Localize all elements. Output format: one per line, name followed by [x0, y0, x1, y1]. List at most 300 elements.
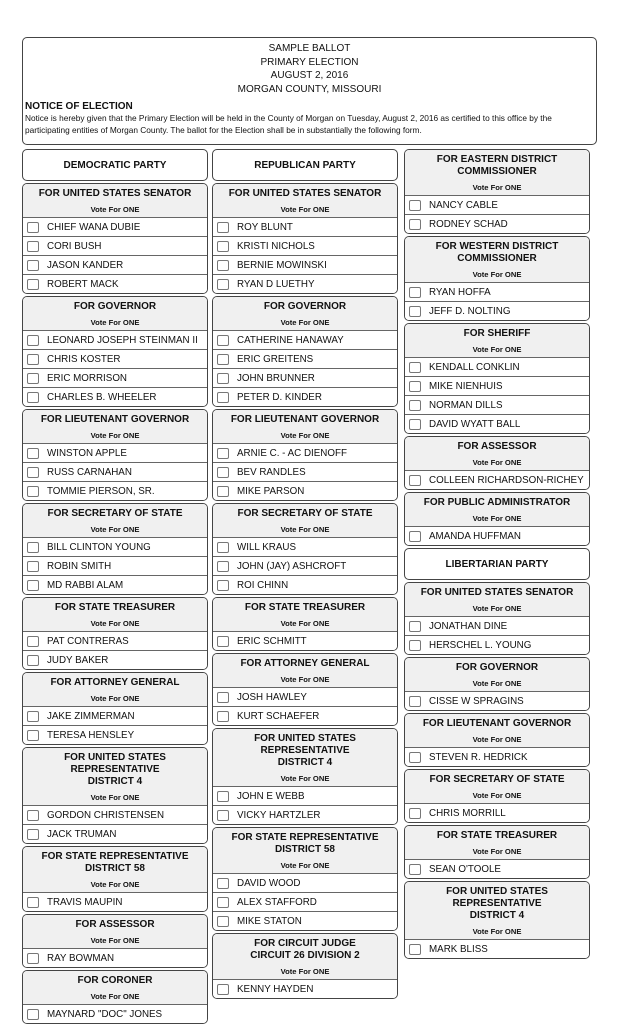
vote-checkbox[interactable]: [217, 260, 229, 271]
race-title: FOR UNITED STATES SENATOR: [420, 587, 574, 598]
candidate-name: NORMAN DILLS: [429, 399, 503, 411]
race-title-line: REPRESENTATIVE: [260, 745, 350, 756]
candidate-row[interactable]: [405, 301, 589, 320]
vote-checkbox[interactable]: [217, 467, 229, 478]
race-for-state-treasurer: [212, 597, 398, 651]
race-header: [405, 150, 589, 195]
race-header: [23, 847, 207, 892]
vote-for-instruction: Vote For ONE: [280, 431, 330, 440]
candidate-row[interactable]: [405, 376, 589, 395]
candidate-row[interactable]: [405, 803, 589, 822]
race-for-united-states-representative-district-4: [22, 747, 208, 844]
race-title: FOR GOVERNOR: [73, 301, 157, 312]
election-type: PRIMARY ELECTION: [260, 56, 359, 68]
candidate-row[interactable]: [23, 631, 207, 650]
vote-checkbox[interactable]: [409, 531, 421, 542]
candidate-name: TERESA HENSLEY: [47, 729, 135, 741]
vote-checkbox[interactable]: [409, 400, 421, 411]
vote-checkbox[interactable]: [27, 655, 39, 666]
race-title: FOR SECRETARY OF STATE: [237, 508, 373, 519]
vote-for-instruction: Vote For ONE: [472, 735, 522, 744]
race-header: [405, 658, 589, 691]
candidate-row[interactable]: [213, 786, 397, 805]
race-header: [213, 184, 397, 217]
race-title: FOR LIEUTENANT GOVERNOR: [230, 414, 380, 425]
candidate-name: MARK BLISS: [429, 943, 488, 955]
candidate-row[interactable]: [23, 330, 207, 349]
candidate-name: ARNIE C. - AC DIENOFF: [237, 447, 347, 459]
vote-checkbox[interactable]: [409, 362, 421, 373]
candidate-name: BILL CLINTON YOUNG: [47, 541, 151, 553]
race-title: FOR SECRETARY OF STATE: [47, 508, 183, 519]
race-for-assessor: [22, 914, 208, 968]
candidate-name: JOHN (JAY) ASHCROFT: [237, 560, 347, 572]
candidate-name: TRAVIS MAUPIN: [47, 896, 123, 908]
race-for-secretary-of-state: [22, 503, 208, 595]
race-for-lieutenant-governor: [212, 409, 398, 501]
vote-checkbox[interactable]: [217, 692, 229, 703]
candidate-name: ROBERT MACK: [47, 278, 119, 290]
candidate-row[interactable]: [23, 948, 207, 967]
candidate-row[interactable]: [213, 706, 397, 725]
race-title: FOR UNITED STATES SENATOR: [38, 188, 192, 199]
candidate-name: MIKE STATON: [237, 915, 302, 927]
race-for-coroner: [22, 970, 208, 1024]
candidate-row[interactable]: [213, 979, 397, 998]
vote-for-instruction: Vote For ONE: [472, 604, 522, 613]
candidate-row[interactable]: [213, 443, 397, 462]
vote-checkbox[interactable]: [217, 916, 229, 927]
vote-checkbox[interactable]: [217, 241, 229, 252]
candidate-name: SEAN O'TOOLE: [429, 863, 501, 875]
vote-checkbox[interactable]: [217, 279, 229, 290]
race-title-line: CIRCUIT 26 DIVISION 2: [250, 950, 360, 961]
vote-checkbox[interactable]: [27, 953, 39, 964]
vote-for-instruction: Vote For ONE: [280, 619, 330, 628]
candidate-row[interactable]: [23, 255, 207, 274]
vote-checkbox[interactable]: [27, 335, 39, 346]
candidate-row[interactable]: [23, 556, 207, 575]
candidate-row[interactable]: [213, 631, 397, 650]
race-title: [409, 886, 585, 922]
candidate-name: PETER D. KINDER: [237, 391, 322, 403]
vote-checkbox[interactable]: [217, 636, 229, 647]
candidate-name: PAT CONTRERAS: [47, 635, 129, 647]
county-name: MORGAN COUNTY, MISSOURI: [237, 83, 382, 95]
race-title: [409, 241, 585, 265]
race-for-governor: [404, 657, 590, 711]
candidate-name: JEFF D. NOLTING: [429, 305, 511, 317]
race-title-line: DISTRICT 4: [87, 776, 143, 787]
candidate-name: DAVID WOOD: [237, 877, 301, 889]
candidate-row[interactable]: [405, 195, 589, 214]
candidate-row[interactable]: [213, 481, 397, 500]
vote-for-instruction: Vote For ONE: [90, 619, 140, 628]
candidate-row[interactable]: [405, 526, 589, 545]
vote-checkbox[interactable]: [27, 448, 39, 459]
race-for-secretary-of-state: [212, 503, 398, 595]
candidate-name: CISSE W SPRAGINS: [429, 695, 524, 707]
race-header: [23, 971, 207, 1004]
race-title: FOR ATTORNEY GENERAL: [240, 658, 370, 669]
candidate-name: WINSTON APPLE: [47, 447, 127, 459]
candidate-name: KRISTI NICHOLS: [237, 240, 315, 252]
candidate-row[interactable]: [213, 556, 397, 575]
vote-for-instruction: Vote For ONE: [90, 992, 140, 1001]
race-header: [405, 882, 589, 939]
vote-checkbox[interactable]: [409, 752, 421, 763]
race-title: FOR GOVERNOR: [455, 662, 539, 673]
candidate-row[interactable]: [405, 282, 589, 301]
race-for-public-administrator: [404, 492, 590, 546]
race-title: FOR STATE TREASURER: [244, 602, 366, 613]
candidate-name: RAY BOWMAN: [47, 952, 115, 964]
notice-title: NOTICE OF ELECTION: [25, 101, 133, 112]
candidate-name: CATHERINE HANAWAY: [237, 334, 344, 346]
race-header: [23, 598, 207, 631]
race-for-sheriff: [404, 323, 590, 434]
candidate-name: JOHN BRUNNER: [237, 372, 315, 384]
candidate-row[interactable]: [213, 387, 397, 406]
vote-checkbox[interactable]: [409, 808, 421, 819]
race-title: FOR STATE TREASURER: [436, 830, 558, 841]
race-for-governor: [22, 296, 208, 407]
candidate-name: BERNIE MOWINSKI: [237, 259, 327, 271]
candidate-row[interactable]: [23, 650, 207, 669]
vote-for-instruction: Vote For ONE: [280, 861, 330, 870]
candidate-name: MIKE PARSON: [237, 485, 305, 497]
vote-checkbox[interactable]: [217, 897, 229, 908]
candidate-row[interactable]: [213, 537, 397, 556]
candidate-row[interactable]: [23, 537, 207, 556]
race-header: [23, 297, 207, 330]
candidate-name: LEONARD JOSEPH STEINMAN II: [47, 334, 198, 346]
candidate-row[interactable]: [405, 747, 589, 766]
candidate-row[interactable]: [23, 725, 207, 744]
candidate-name: MIKE NIENHUIS: [429, 380, 503, 392]
vote-checkbox[interactable]: [27, 222, 39, 233]
candidate-row[interactable]: [213, 255, 397, 274]
race-for-lieutenant-governor: [404, 713, 590, 767]
candidate-row[interactable]: [213, 873, 397, 892]
candidate-row[interactable]: [213, 687, 397, 706]
race-for-western-district-commissioner: [404, 236, 590, 321]
vote-checkbox[interactable]: [217, 878, 229, 889]
candidate-row[interactable]: [23, 274, 207, 293]
race-for-state-treasurer: [404, 825, 590, 879]
vote-checkbox[interactable]: [27, 354, 39, 365]
candidate-row[interactable]: [23, 575, 207, 594]
candidate-name: RUSS CARNAHAN: [47, 466, 132, 478]
candidate-name: CHRIS MORRILL: [429, 807, 506, 819]
candidate-name: ROI CHINN: [237, 579, 289, 591]
vote-checkbox[interactable]: [27, 829, 39, 840]
race-title-line: DISTRICT 4: [277, 757, 333, 768]
candidate-row[interactable]: [405, 414, 589, 433]
candidate-row[interactable]: [23, 892, 207, 911]
candidate-row[interactable]: [213, 892, 397, 911]
candidate-name: JAKE ZIMMERMAN: [47, 710, 135, 722]
vote-checkbox[interactable]: [217, 335, 229, 346]
vote-checkbox[interactable]: [27, 810, 39, 821]
vote-checkbox[interactable]: [217, 222, 229, 233]
race-for-attorney-general: [22, 672, 208, 745]
vote-for-instruction: Vote For ONE: [280, 967, 330, 976]
race-title: FOR ASSESSOR: [75, 919, 155, 930]
candidate-name: ROY BLUNT: [237, 221, 293, 233]
race-title-line: REPRESENTATIVE: [452, 898, 542, 909]
candidate-row[interactable]: [213, 805, 397, 824]
candidate-row[interactable]: [213, 911, 397, 930]
vote-checkbox[interactable]: [217, 561, 229, 572]
race-header: [213, 934, 397, 979]
vote-checkbox[interactable]: [217, 354, 229, 365]
race-header: [405, 237, 589, 282]
vote-for-instruction: Vote For ONE: [280, 318, 330, 327]
race-title-line: FOR WESTERN DISTRICT: [435, 241, 559, 252]
vote-checkbox[interactable]: [27, 1009, 39, 1020]
vote-checkbox[interactable]: [217, 580, 229, 591]
candidate-row[interactable]: [23, 387, 207, 406]
candidate-name: JOHN E WEBB: [237, 790, 305, 802]
vote-checkbox[interactable]: [409, 696, 421, 707]
vote-for-instruction: Vote For ONE: [90, 793, 140, 802]
candidate-row[interactable]: [213, 217, 397, 236]
race-title-line: FOR UNITED STATES: [254, 733, 356, 744]
candidate-row[interactable]: [405, 395, 589, 414]
candidate-name: JACK TRUMAN: [47, 828, 117, 840]
race-title: FOR LIEUTENANT GOVERNOR: [40, 414, 190, 425]
race-title-line: FOR EASTERN DISTRICT: [436, 154, 558, 165]
candidate-row[interactable]: [213, 330, 397, 349]
vote-for-instruction: Vote For ONE: [472, 847, 522, 856]
candidate-row[interactable]: [213, 462, 397, 481]
race-for-eastern-district-commissioner: [404, 149, 590, 234]
race-title-line: FOR STATE REPRESENTATIVE: [231, 832, 379, 843]
vote-checkbox[interactable]: [27, 730, 39, 741]
race-title: [27, 752, 203, 788]
candidate-row[interactable]: [405, 859, 589, 878]
vote-checkbox[interactable]: [409, 419, 421, 430]
candidate-name: CHIEF WANA DUBIE: [47, 221, 141, 233]
vote-for-instruction: Vote For ONE: [472, 514, 522, 523]
candidate-name: GORDON CHRISTENSEN: [47, 809, 165, 821]
candidate-name: COLLEEN RICHARDSON-RICHEY: [429, 474, 584, 486]
race-title: [409, 154, 585, 178]
vote-checkbox[interactable]: [217, 486, 229, 497]
vote-for-instruction: Vote For ONE: [280, 774, 330, 783]
vote-checkbox[interactable]: [217, 810, 229, 821]
race-for-state-representative-district-58: [22, 846, 208, 912]
race-header: [405, 437, 589, 470]
race-for-circuit-judge-circuit-26-division-2: [212, 933, 398, 999]
vote-for-instruction: Vote For ONE: [90, 525, 140, 534]
race-title-line: FOR CIRCUIT JUDGE: [254, 938, 356, 949]
vote-checkbox[interactable]: [27, 486, 39, 497]
vote-checkbox[interactable]: [27, 711, 39, 722]
race-header: [405, 770, 589, 803]
race-title-line: FOR UNITED STATES: [64, 752, 166, 763]
candidate-name: VICKY HARTZLER: [237, 809, 321, 821]
candidate-row[interactable]: [405, 939, 589, 958]
candidate-row[interactable]: [213, 575, 397, 594]
race-header: [213, 598, 397, 631]
vote-checkbox[interactable]: [409, 200, 421, 211]
vote-checkbox[interactable]: [27, 373, 39, 384]
vote-for-instruction: Vote For ONE: [280, 525, 330, 534]
vote-checkbox[interactable]: [217, 711, 229, 722]
vote-checkbox[interactable]: [409, 864, 421, 875]
race-header: [23, 915, 207, 948]
vote-for-instruction: Vote For ONE: [472, 345, 522, 354]
candidate-row[interactable]: [23, 443, 207, 462]
vote-for-instruction: Vote For ONE: [90, 936, 140, 945]
race-header: [23, 748, 207, 805]
vote-for-instruction: Vote For ONE: [472, 927, 522, 936]
candidate-row[interactable]: [23, 349, 207, 368]
vote-checkbox[interactable]: [27, 467, 39, 478]
candidate-row[interactable]: [213, 349, 397, 368]
vote-for-instruction: Vote For ONE: [90, 318, 140, 327]
vote-checkbox[interactable]: [27, 260, 39, 271]
candidate-row[interactable]: [405, 616, 589, 635]
vote-checkbox[interactable]: [409, 219, 421, 230]
vote-checkbox[interactable]: [27, 542, 39, 553]
candidate-row[interactable]: [23, 462, 207, 481]
candidate-name: JUDY BAKER: [47, 654, 109, 666]
candidate-name: RODNEY SCHAD: [429, 218, 508, 230]
race-title: FOR SECRETARY OF STATE: [429, 774, 565, 785]
race-title-line: FOR UNITED STATES: [446, 886, 548, 897]
vote-checkbox[interactable]: [217, 373, 229, 384]
race-for-assessor: [404, 436, 590, 490]
race-title: FOR UNITED STATES SENATOR: [228, 188, 382, 199]
ballot-titles: [23, 42, 596, 96]
vote-checkbox[interactable]: [409, 475, 421, 486]
race-for-attorney-general: [212, 653, 398, 726]
candidate-row[interactable]: [213, 274, 397, 293]
candidate-name: WILL KRAUS: [237, 541, 296, 553]
vote-for-instruction: Vote For ONE: [90, 694, 140, 703]
vote-checkbox[interactable]: [409, 944, 421, 955]
race-for-state-representative-district-58: [212, 827, 398, 931]
candidate-row[interactable]: [405, 214, 589, 233]
race-header: [213, 297, 397, 330]
democratic-column: [22, 149, 208, 1026]
candidate-row[interactable]: [213, 368, 397, 387]
race-title: FOR SHERIFF: [463, 328, 531, 339]
candidate-row[interactable]: [23, 217, 207, 236]
race-header: [405, 583, 589, 616]
vote-for-instruction: Vote For ONE: [280, 675, 330, 684]
vote-checkbox[interactable]: [217, 791, 229, 802]
race-title-line: COMMISSIONER: [457, 253, 537, 264]
candidate-name: STEVEN R. HEDRICK: [429, 751, 528, 763]
candidate-name: CHARLES B. WHEELER: [47, 391, 157, 403]
vote-checkbox[interactable]: [217, 392, 229, 403]
race-for-state-treasurer: [22, 597, 208, 670]
vote-checkbox[interactable]: [409, 621, 421, 632]
candidate-name: RYAN D LUETHY: [237, 278, 315, 290]
candidate-name: KENNY HAYDEN: [237, 983, 314, 995]
race-header: [213, 410, 397, 443]
candidate-name: RYAN HOFFA: [429, 286, 491, 298]
candidate-name: NANCY CABLE: [429, 199, 498, 211]
vote-checkbox[interactable]: [27, 561, 39, 572]
race-title: FOR ASSESSOR: [457, 441, 537, 452]
candidate-row[interactable]: [23, 805, 207, 824]
vote-checkbox[interactable]: [27, 279, 39, 290]
vote-checkbox[interactable]: [217, 984, 229, 995]
vote-checkbox[interactable]: [409, 287, 421, 298]
vote-checkbox[interactable]: [409, 381, 421, 392]
candidate-row[interactable]: [23, 706, 207, 725]
vote-checkbox[interactable]: [409, 306, 421, 317]
candidate-name: JONATHAN DINE: [429, 620, 508, 632]
race-header: [23, 673, 207, 706]
vote-checkbox[interactable]: [27, 636, 39, 647]
candidate-name: HERSCHEL L. YOUNG: [429, 639, 532, 651]
vote-for-instruction: Vote For ONE: [472, 679, 522, 688]
candidate-name: ALEX STAFFORD: [237, 896, 317, 908]
candidate-row[interactable]: [23, 368, 207, 387]
candidate-row[interactable]: [405, 470, 589, 489]
race-header: [23, 410, 207, 443]
race-header: [213, 729, 397, 786]
race-title: FOR STATE TREASURER: [54, 602, 176, 613]
race-for-secretary-of-state: [404, 769, 590, 823]
vote-checkbox[interactable]: [27, 392, 39, 403]
vote-checkbox[interactable]: [217, 448, 229, 459]
vote-checkbox[interactable]: [409, 640, 421, 651]
candidate-name: JOSH HAWLEY: [237, 691, 307, 703]
race-header: [213, 504, 397, 537]
race-header: [405, 714, 589, 747]
vote-for-instruction: Vote For ONE: [472, 183, 522, 192]
vote-checkbox[interactable]: [217, 542, 229, 553]
candidate-row[interactable]: [405, 691, 589, 710]
race-header: [213, 654, 397, 687]
candidate-row[interactable]: [405, 635, 589, 654]
candidate-name: BEV RANDLES: [237, 466, 306, 478]
vote-checkbox[interactable]: [27, 580, 39, 591]
candidate-name: AMANDA HUFFMAN: [429, 530, 521, 542]
candidate-row[interactable]: [23, 824, 207, 843]
candidate-name: CHRIS KOSTER: [47, 353, 121, 365]
race-for-united-states-senator: [404, 582, 590, 655]
race-header: [405, 493, 589, 526]
candidate-row[interactable]: [405, 357, 589, 376]
race-for-united-states-senator: [212, 183, 398, 294]
candidate-name: KURT SCHAEFER: [237, 710, 320, 722]
race-for-lieutenant-governor: [22, 409, 208, 501]
party-header-libertarian: LIBERTARIAN PARTY: [404, 548, 590, 580]
candidate-row[interactable]: [213, 236, 397, 255]
candidate-name: KENDALL CONKLIN: [429, 361, 520, 373]
candidate-row[interactable]: [23, 1004, 207, 1023]
candidate-name: DAVID WYATT BALL: [429, 418, 521, 430]
candidate-row[interactable]: [23, 481, 207, 500]
vote-checkbox[interactable]: [27, 897, 39, 908]
race-header: [23, 184, 207, 217]
vote-for-instruction: Vote For ONE: [90, 205, 140, 214]
vote-for-instruction: Vote For ONE: [280, 205, 330, 214]
race-for-united-states-representative-district-4: [404, 881, 590, 959]
vote-for-instruction: Vote For ONE: [90, 880, 140, 889]
vote-checkbox[interactable]: [27, 241, 39, 252]
candidate-row[interactable]: [23, 236, 207, 255]
vote-for-instruction: Vote For ONE: [472, 791, 522, 800]
